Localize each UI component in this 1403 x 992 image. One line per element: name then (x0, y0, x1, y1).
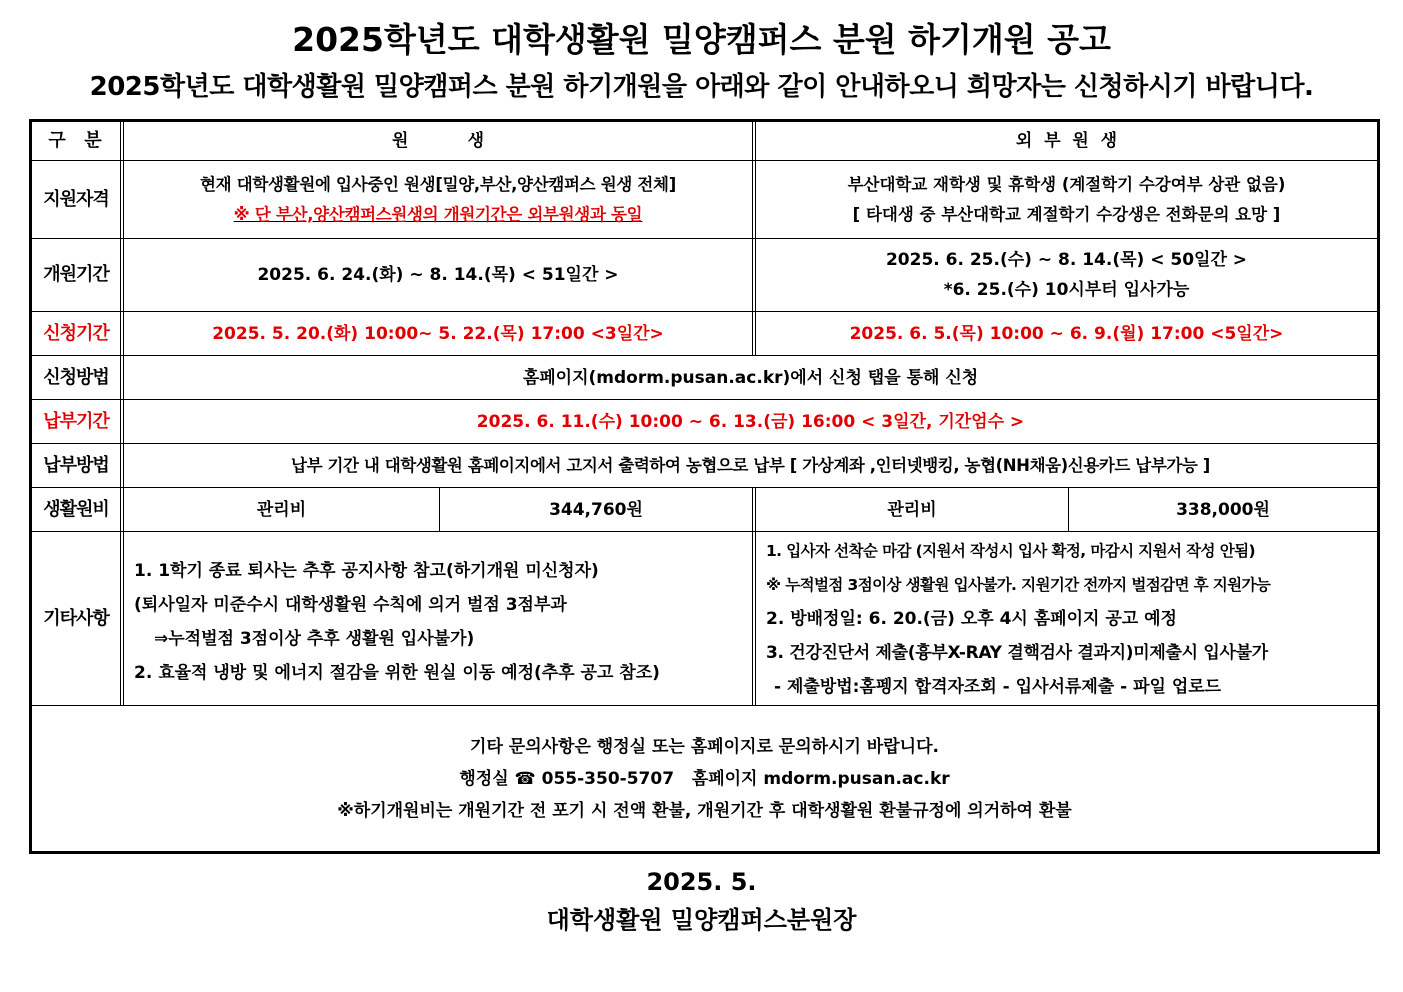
row-misc (32, 532, 1377, 706)
header-external: 외 부 원 생 (1015, 131, 1118, 151)
row-open-period (32, 239, 1377, 312)
fee-external-amount: 338,000원 (1176, 499, 1270, 520)
open-period-external-line1: 2025. 6. 25.(수) ~ 8. 14.(목) < 50일간 > (885, 250, 1248, 270)
payment-method-value: 납부 기간 내 대학생활원 홈페이지에서 고지서 출력하여 농협으로 납부 [ 가상계좌 ,인터넷뱅킹, 농협(NH채움)신용카드 납부가능 ] (291, 455, 1210, 475)
row-fees (32, 488, 1377, 532)
label-payment-period: 납부기간 (32, 400, 124, 443)
header-resident: 원 생 (124, 122, 756, 160)
misc-external-line: - 제출방법:홈펭지 합격자조회 - 입사서류제출 - 파일 업로드 (774, 677, 1222, 697)
misc-external-line: 1. 입사자 선착순 마감 (지원서 작성시 입사 확정, 마감시 지원서 작성 안됨) (766, 542, 1255, 560)
notice-issuer: 대학생활원 밀양캠퍼스분원장 (546, 906, 857, 934)
misc-external-line: 2. 방배정일: 6. 20.(금) 오후 4시 홈페이지 공고 예정 (766, 609, 1177, 629)
notice-table (29, 119, 1380, 854)
label-apply-method: 신청방법 (32, 356, 124, 399)
apply-method-value: 홈페이지(mdorm.pusan.ac.kr)에서 신청 탭을 통해 신청 (522, 367, 979, 388)
header-category: 구 분 (32, 122, 124, 160)
row-payment-method (32, 444, 1377, 488)
row-payment-period (32, 400, 1377, 444)
row-eligibility (32, 161, 1377, 239)
misc-resident-line: 2. 효율적 냉방 및 에너지 절감을 위한 원실 이동 예정(추후 공고 참조) (134, 662, 660, 683)
misc-external-line: ※ 누적벌점 3점이상 생활원 입사불가. 지원기간 전까지 벌점감면 후 지원가능 (766, 576, 1271, 594)
open-period-resident: 2025. 6. 24.(화) ~ 8. 14.(목) < 51일간 > (124, 239, 756, 311)
table-header-row (32, 122, 1377, 161)
row-apply-method (32, 356, 1377, 400)
misc-resident (124, 532, 756, 705)
label-misc: 기타사항 (32, 532, 124, 705)
apply-period-external: 2025. 6. 5.(목) 10:00 ~ 6. 9.(월) 17:00 <5일간> (849, 323, 1284, 344)
row-footer (32, 706, 1377, 851)
row-apply-period (32, 312, 1377, 356)
open-period-external (756, 239, 1377, 311)
misc-resident-line: 1. 1학기 종료 퇴사는 추후 공지사항 참고(하기개원 미신청자) (134, 560, 599, 581)
notice-date: 2025. 5. (646, 868, 757, 896)
eligibility-external-line2: [ 타대생 중 부산대학교 계절학기 수강생은 전화문의 요망 ] (852, 204, 1281, 224)
footer-inquiry: 기타 문의사항은 행정실 또는 홈페이지로 문의하시기 바랍니다. (470, 736, 939, 757)
eligibility-resident (124, 161, 756, 238)
eligibility-external (756, 161, 1377, 238)
eligibility-external-line1: 부산대학교 재학생 및 휴학생 (계절학기 수강여부 상관 없음) (847, 174, 1286, 194)
open-period-external-line2: *6. 25.(수) 10시부터 입사가능 (943, 280, 1190, 300)
apply-period-resident: 2025. 5. 20.(화) 10:00~ 5. 22.(목) 17:00 <3일간> (124, 312, 756, 355)
payment-period-value: 2025. 6. 11.(수) 10:00 ~ 6. 13.(금) 16:00 < 3일간, 기간엄수 > (476, 411, 1025, 432)
label-apply-period: 신청기간 (32, 312, 124, 355)
footer-refund-note: ※하기개원비는 개원기간 전 포기 시 전액 환불, 개원기간 후 대학생활원 환불규정에 의거하여 환불 (337, 800, 1072, 821)
misc-resident-line: ⇒누적벌점 3점이상 추후 생활원 입사불가) (154, 628, 475, 649)
fee-external-item: 관리비 (756, 488, 1069, 531)
label-open-period: 개원기간 (32, 239, 124, 311)
footer-contact (32, 706, 1377, 851)
notice-title: 2025학년도 대학생활원 밀양캠퍼스 분원 하기개원 공고 (292, 20, 1111, 59)
misc-resident-line: (퇴사일자 미준수시 대학생활원 수칙에 의거 벌점 3점부과 (134, 594, 567, 615)
fee-resident-item: 관리비 (124, 488, 440, 531)
eligibility-resident-line1: 현재 대학생활원에 입사중인 원생[밀양,부산,양산캠퍼스 원생 전체] (200, 174, 676, 194)
footer-contact-info: 행정실 ☎ 055-350-5707 홈페이지 mdorm.pusan.ac.kr (459, 768, 950, 789)
fee-resident-amount: 344,760원 (440, 488, 756, 531)
misc-external (756, 532, 1377, 705)
eligibility-resident-note: ※ 단 부산,양산캠퍼스원생의 개원기간은 외부원생과 동일 (233, 204, 643, 224)
label-eligibility: 지원자격 (32, 161, 124, 238)
notice-subtitle: 2025학년도 대학생활원 밀양캠퍼스 분원 하기개원을 아래와 같이 안내하오니 희망자는 신청하시기 바랍니다. (89, 72, 1314, 102)
label-fees: 생활원비 (32, 488, 124, 531)
label-payment-method: 납부방법 (32, 444, 124, 487)
misc-external-line: 3. 건강진단서 제출(흉부X-RAY 결핵검사 결과지)미제출시 입사불가 (766, 643, 1268, 663)
